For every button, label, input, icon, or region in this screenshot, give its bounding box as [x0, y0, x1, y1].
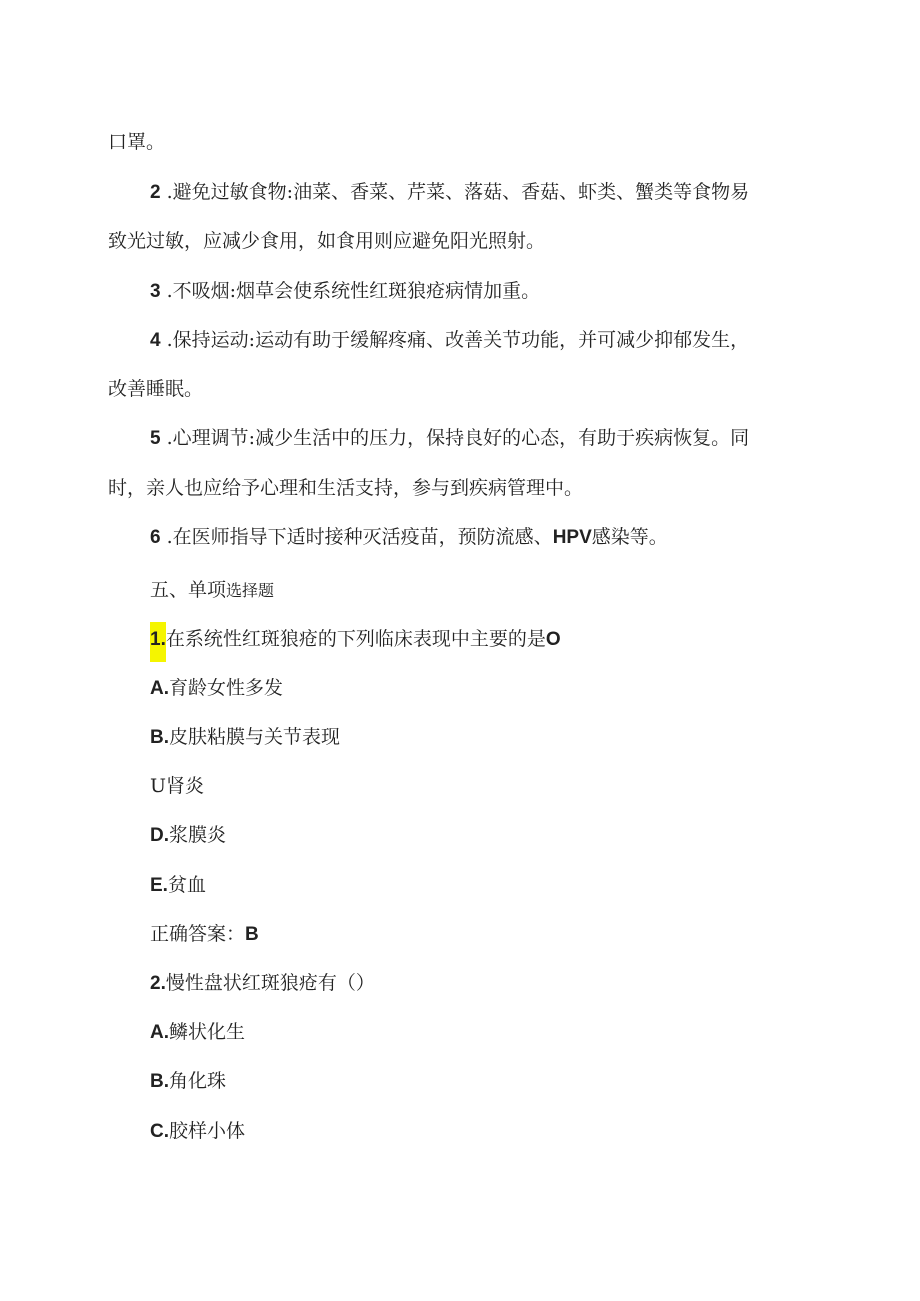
option-c	[150, 1119, 245, 1144]
question-suffix: O	[545, 629, 561, 650]
list-item-4	[150, 328, 749, 353]
option-a	[150, 676, 283, 701]
option-letter: A.	[150, 678, 169, 699]
section-title-part-b: 选择题	[226, 581, 275, 600]
item-text-tail: 感染等。	[591, 526, 668, 548]
option-b	[150, 725, 340, 750]
option-letter: C.	[150, 1121, 169, 1142]
option-b	[150, 1069, 226, 1094]
item-number: 6	[150, 527, 161, 548]
option-letter: U	[150, 775, 167, 797]
option-a	[150, 1020, 245, 1045]
answer-label: 正确答案：	[150, 923, 246, 945]
option-c	[150, 774, 204, 798]
question-1	[150, 627, 561, 662]
item-text: 在医师指导下适时接种灭活疫苗，预防流感、	[172, 526, 553, 548]
item-text: 保持运动:运动有助于缓解疼痛、改善关节功能，并可减少抑郁发生，	[172, 329, 750, 351]
section-title-part-a: 五、单项	[150, 579, 227, 601]
item-separator: .	[160, 280, 173, 302]
continuation-text: 口罩。	[108, 131, 166, 153]
item-separator: .	[160, 329, 173, 351]
item-text: 避免过敏食物:油菜、香菜、芹菜、落菇、香菇、虾类、蟹类等食物易	[172, 181, 750, 203]
answer-value: B	[245, 924, 259, 945]
question-2	[150, 971, 375, 996]
item-number: 4	[150, 330, 161, 351]
list-item-2	[150, 180, 749, 205]
question-text: 在系统性红斑狼疮的下列临床表现中主要的是	[165, 628, 546, 650]
option-text: 贫血	[167, 874, 206, 896]
option-letter: B.	[150, 727, 169, 748]
option-letter: B.	[150, 1071, 169, 1092]
item-2-continuation: 致光过敏，应减少食用，如食用则应避免阳光照射。	[108, 230, 546, 252]
item-separator: .	[160, 427, 173, 449]
item-separator: .	[160, 181, 173, 203]
option-letter: A.	[150, 1022, 169, 1043]
option-text: 胶样小体	[169, 1120, 246, 1142]
list-item-3	[150, 279, 540, 304]
item-text: 不吸烟:烟草会使系统性红斑狼疮病情加重。	[172, 280, 541, 302]
option-text: 浆膜炎	[169, 824, 227, 846]
item-5-continuation: 时，亲人也应给予心理和生活支持，参与到疾病管理中。	[108, 477, 584, 499]
option-d	[150, 823, 226, 848]
list-item-6	[150, 525, 668, 550]
option-text: 角化珠	[169, 1070, 227, 1092]
question-text: 慢性盘状红斑狼疮有（）	[165, 972, 375, 994]
option-text: 鳞状化生	[169, 1021, 246, 1043]
option-e	[150, 873, 206, 898]
option-letter: E.	[150, 875, 168, 896]
item-text: 心理调节:减少生活中的压力，保持良好的心态，有助于疾病恢复。同	[172, 427, 750, 449]
item-number: 5	[150, 428, 161, 449]
option-text: 皮肤粘膜与关节表现	[169, 726, 341, 748]
item-number: 2	[150, 182, 161, 203]
item-separator: .	[160, 526, 173, 548]
answer-line	[150, 922, 259, 947]
question-number: 2.	[150, 973, 166, 994]
item-number: 3	[150, 281, 161, 302]
item-4-continuation: 改善睡眠。	[108, 378, 204, 400]
list-item-5	[150, 426, 749, 451]
question-number-highlighted: 1.	[150, 622, 166, 662]
option-text: 肾炎	[166, 775, 205, 797]
option-letter: D.	[150, 825, 169, 846]
hpv-abbreviation: HPV	[552, 527, 592, 548]
section-title	[150, 578, 274, 603]
option-text: 育龄女性多发	[169, 677, 284, 699]
